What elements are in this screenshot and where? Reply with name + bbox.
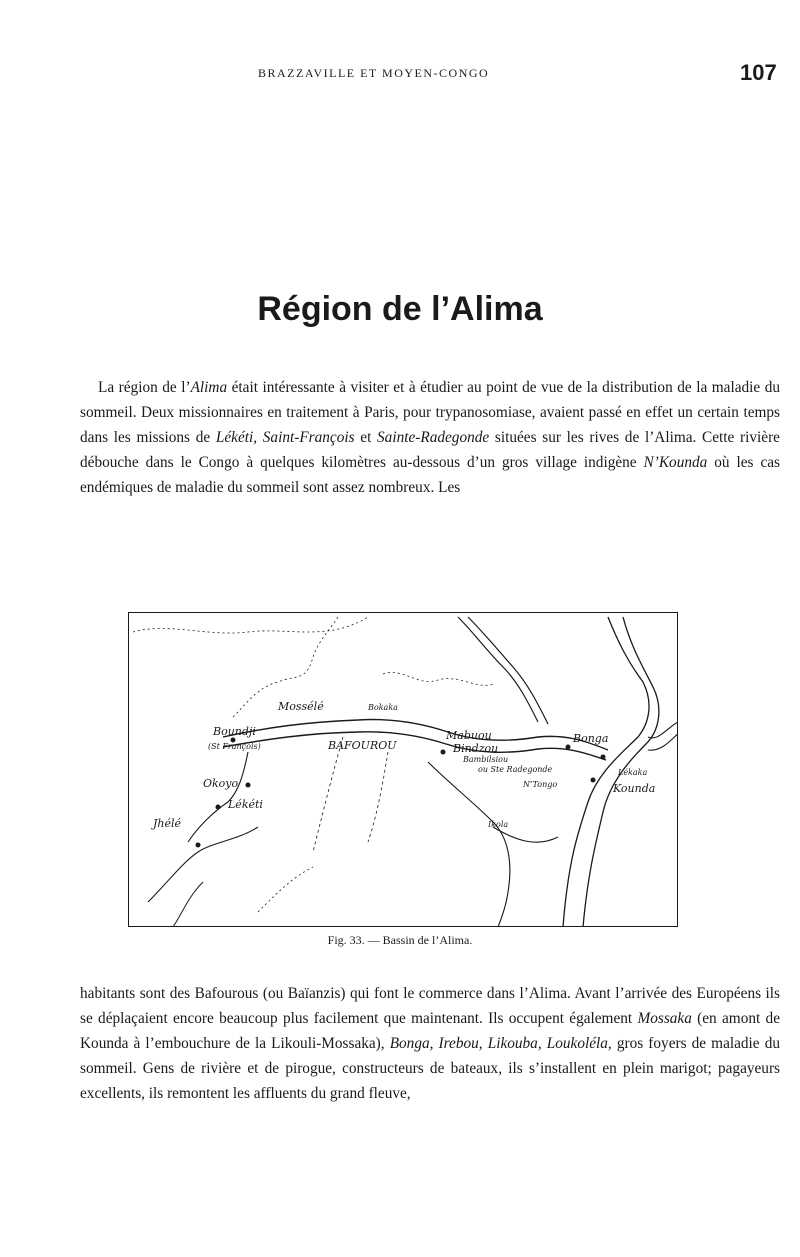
map-label-bafourou: BAFOUROU (328, 739, 397, 752)
map-label-okoyo: Okoyo (203, 777, 239, 790)
map-label-ikola: Ikola (488, 820, 509, 829)
map-label-ihele: Jhélé (153, 817, 182, 830)
map-label-bindzou: Bindzou (453, 742, 499, 755)
map-label-st-francois: (St François) (208, 742, 261, 751)
map-label-leketi: Lékéti (228, 798, 263, 811)
page-number: 107 (740, 60, 777, 85)
alima-basin-map (128, 612, 678, 927)
map-label-bambilsiou: Bambilsiou (463, 755, 509, 764)
map-label-mossele: Mossélé (278, 700, 324, 713)
map-label-lekaka: Lékaka (618, 768, 648, 777)
map-label-mabuou: Mabuou (446, 729, 492, 742)
map-label-nkounda: Kounda (613, 782, 656, 795)
paragraph-1: La région de l’Alima était intéressante à visiter et à étudier au point de vue de la distribution de la maladie du sommeil. Deux missionnaires en traitement à Paris, pour trypanosomiase, avaient passé en effet un certain temps dans les missions de Lékéti, Saint-François et Sainte-Radegonde situées sur les rives de l’Alima. Cette rivière débouche dans le Congo à quelques kilomètres au-dessous d’un gros village indigène N’Kounda où les cas endémiques de maladie du sommeil sont assez nombreux. Les (80, 379, 781, 496)
map-label-bokaka: Bokaka (368, 703, 398, 712)
section-title: Région de l’Alima (257, 290, 543, 328)
figure-caption: Fig. 33. — Bassin de l’Alima. (327, 933, 473, 947)
map-label-ste-radegonde: ou Ste Radegonde (478, 765, 553, 774)
map-label-bonga: Bonga (573, 732, 609, 745)
map-label-boundji: Boundji (213, 725, 256, 738)
running-title: BRAZZAVILLE ET MOYEN-CONGO (258, 66, 490, 80)
running-header (0, 62, 800, 88)
paragraph-2: habitants sont des Bafourous (ou Baïanzis) qui font le commerce dans l’Alima. Avant l’arrivée des Européens ils se déplaçaient encore beaucoup plus facilement que maintenant. Ils occupent également Mossaka (en amont de Kounda à l’embouchure de la Likouli-Mossaka), Bonga, Irebou, Likouba, Loukoléla, gros foyers de maladie du sommeil. Gens de rivière et de pirogue, constructeurs de bateaux, ils s’installent en plein marigot; pagayeurs excellents, ils remontent les affluents du grand fleuve, (80, 985, 780, 1102)
map-label-ntongo: N’Tongo (523, 780, 558, 789)
